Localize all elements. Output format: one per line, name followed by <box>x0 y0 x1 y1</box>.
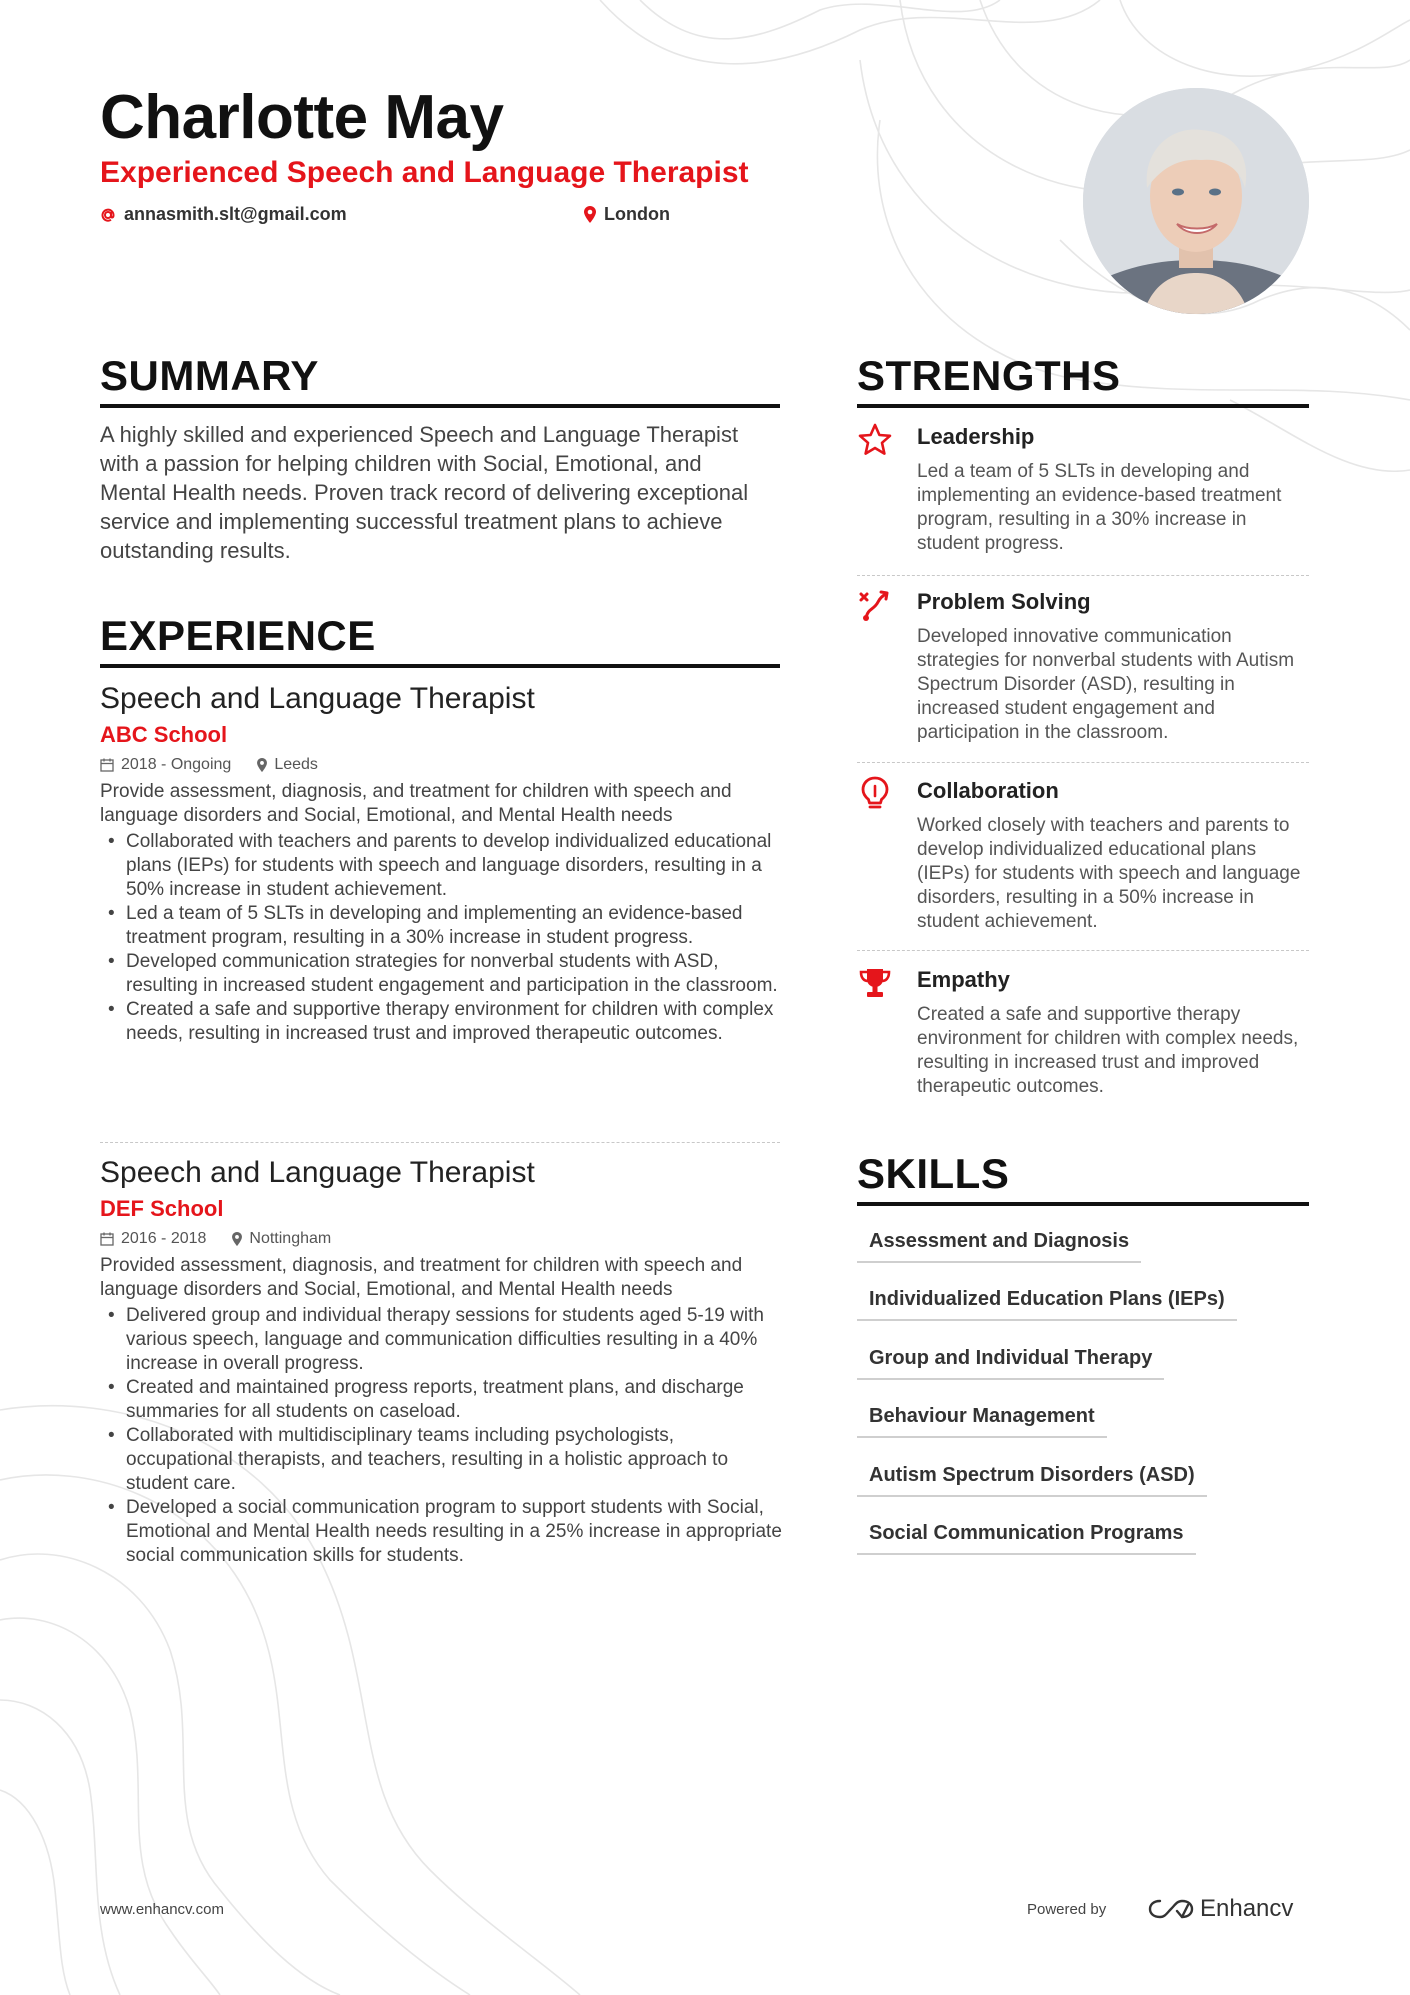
job-bullet: • Collaborated with teachers and parents to develop individualized educational plans (IEPs) for students with speech and language disorders, resulting in a 50% increase in student achievement. <box>100 830 782 902</box>
strength-item <box>857 418 1309 568</box>
skills-heading: SKILLS <box>857 1150 1309 1206</box>
skill-tag: Individualized Education Plans (IEPs) <box>857 1288 1237 1321</box>
strengths-heading: STRENGTHS <box>857 352 1309 408</box>
map-pin-icon <box>257 758 267 772</box>
experience-entry <box>100 682 782 1046</box>
job-company: ABC School <box>100 722 228 747</box>
skill-tag: Group and Individual Therapy <box>857 1347 1164 1380</box>
strength-description: Led a team of 5 SLTs in developing and implementing an evidence-based treatment program, resulting in a 30% increase in student progress. <box>917 461 1282 554</box>
job-bullet: • Led a team of 5 SLTs in developing and implementing an evidence-based treatment program, resulting in a 30% increase in student progress. <box>100 902 782 950</box>
divider <box>857 762 1309 763</box>
candidate-name: Charlotte May <box>100 83 504 152</box>
job-bullets <box>100 1304 782 1568</box>
job-dates-text: 2016 - 2018 <box>121 1230 207 1247</box>
summary-heading: SUMMARY <box>100 352 780 408</box>
footer-brand-logo[interactable] <box>1148 1895 1293 1923</box>
strength-title: Collaboration <box>917 778 1059 803</box>
job-bullets <box>100 830 782 1046</box>
route-icon <box>857 587 893 623</box>
job-description: Provided assessment, diagnosis, and treatment for children with speech and language disorders and Social, Emotional, and Mental Health needs <box>100 1255 743 1300</box>
star-icon <box>857 422 893 458</box>
experience-entry <box>100 1156 782 1568</box>
footer-website-link[interactable]: www.enhancv.com <box>100 1901 224 1918</box>
email-text: annasmith.slt@gmail.com <box>124 204 347 224</box>
strength-description: Developed innovative communication strategies for nonverbal students with Autism Spectrum Disorder (ASD), resulting in increased student engagement and participation in the classroom. <box>917 626 1295 743</box>
location-text: London <box>604 204 670 224</box>
job-location-text: Leeds <box>274 756 318 773</box>
job-bullet: • Created and maintained progress reports, treatment plans, and discharge summaries for all students on caseload. <box>100 1376 782 1424</box>
strength-description: Worked closely with teachers and parents to develop individualized educational plans (IEPs) for students with speech and language disorders, resulting in a 50% increase in student achievement. <box>917 815 1301 932</box>
calendar-icon <box>100 758 114 772</box>
strength-item <box>857 583 1309 753</box>
strength-title: Empathy <box>917 967 1010 992</box>
job-meta <box>100 756 782 774</box>
skill-tag: Behaviour Management <box>857 1405 1107 1438</box>
contact-email[interactable] <box>100 204 347 225</box>
job-title: Speech and Language Therapist <box>100 1156 535 1189</box>
divider <box>857 575 1309 576</box>
job-dates <box>100 1230 206 1248</box>
profile-photo <box>1083 88 1309 314</box>
at-sign-icon <box>100 207 116 223</box>
strength-title: Leadership <box>917 424 1035 449</box>
job-bullet: • Developed communication strategies for nonverbal students with ASD, resulting in increased student engagement and participation in the classroom. <box>100 950 782 998</box>
job-meta <box>100 1230 782 1248</box>
calendar-icon <box>100 1232 114 1246</box>
job-company: DEF School <box>100 1196 224 1221</box>
job-location-text: Nottingham <box>249 1230 332 1247</box>
divider <box>857 950 1309 951</box>
summary-text: A highly skilled and experienced Speech and Language Therapist with a passion for helping children with Social, Emotional, and Mental Health needs. Proven track record of delivering exceptional service and implementing successful treatment plans to achieve outstanding results. <box>100 422 749 563</box>
job-bullet: • Created a safe and supportive therapy environment for children with complex needs, resulting in increased trust and improved therapeutic outcomes. <box>100 998 782 1046</box>
divider <box>100 1142 780 1143</box>
strength-item <box>857 772 1309 942</box>
enhancv-logo-icon <box>1148 1897 1194 1921</box>
trophy-icon <box>857 965 893 1001</box>
map-pin-icon <box>584 206 596 223</box>
candidate-headline: Experienced Speech and Language Therapist <box>100 156 749 189</box>
strength-item <box>857 961 1309 1111</box>
job-location <box>232 1230 331 1248</box>
skill-tag: Assessment and Diagnosis <box>857 1230 1141 1263</box>
job-location <box>257 756 318 774</box>
strength-title: Problem Solving <box>917 589 1091 614</box>
job-bullet: • Delivered group and individual therapy sessions for students aged 5-19 with various speech, language and communication difficulties resulting in a 40% increase in overall progress. <box>100 1304 782 1376</box>
skill-tag: Autism Spectrum Disorders (ASD) <box>857 1464 1207 1497</box>
job-dates-text: 2018 - Ongoing <box>121 756 232 773</box>
experience-heading: EXPERIENCE <box>100 612 780 668</box>
contact-location <box>584 204 670 225</box>
brand-name: Enhancv <box>1200 1895 1294 1922</box>
job-dates <box>100 756 231 774</box>
job-bullet: • Collaborated with multidisciplinary teams including psychologists, occupational therapists, and teachers, resulting in a holistic approach to student care. <box>100 1424 782 1496</box>
job-title: Speech and Language Therapist <box>100 682 535 715</box>
lightbulb-icon <box>857 776 893 812</box>
map-pin-icon <box>232 1232 242 1246</box>
job-bullet: • Developed a social communication program to support students with Social, Emotional and Mental Health needs resulting in a 25% increase in appropriate social communication skills for students. <box>100 1496 782 1568</box>
strength-description: Created a safe and supportive therapy environment for children with complex needs, resulting in increased trust and improved therapeutic outcomes. <box>917 1004 1299 1097</box>
job-description: Provide assessment, diagnosis, and treatment for children with speech and language disorders and Social, Emotional, and Mental Health needs <box>100 781 732 826</box>
footer-powered-by: Powered by <box>1027 1901 1107 1918</box>
skill-tag: Social Communication Programs <box>857 1522 1196 1555</box>
